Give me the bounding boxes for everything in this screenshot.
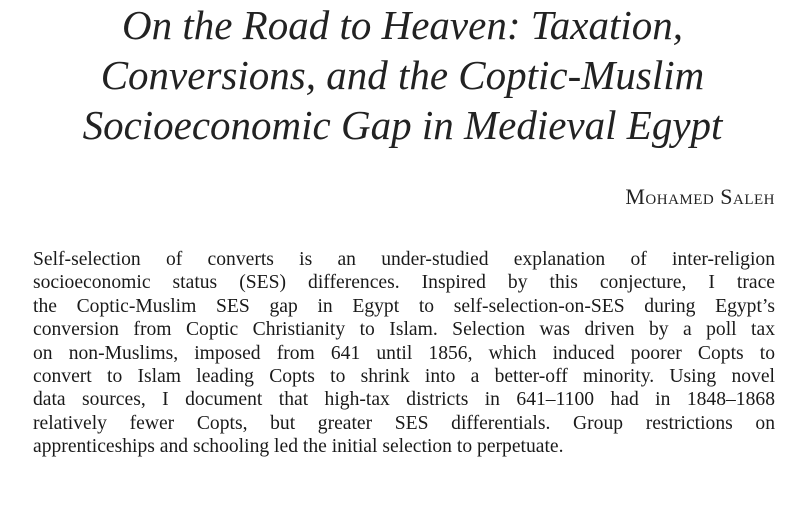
abstract-line: socioeconomic status (SES) differences. Inspired by this conjecture, I trace bbox=[33, 272, 775, 294]
title-line: Conversions, and the Coptic-Muslim bbox=[100, 52, 705, 98]
abstract bbox=[33, 248, 775, 459]
abstract-line: Self-selection of converts is an under-studied explanation of inter-religion bbox=[33, 249, 775, 270]
abstract-line: the Coptic-Muslim SES gap in Egypt to self-selection-on-SES during Egypt’s bbox=[33, 295, 775, 317]
paper-title bbox=[20, 0, 785, 150]
abstract-line: convert to Islam leading Copts to shrink into a better-off minority. Using novel bbox=[33, 366, 775, 388]
title-line: Socioeconomic Gap in Medieval Egypt bbox=[82, 102, 723, 148]
abstract-line: conversion from Coptic Christianity to Islam. Selection was driven by a poll tax bbox=[33, 319, 775, 341]
abstract-line: relatively fewer Copts, but greater SES differentials. Group restrictions on bbox=[33, 412, 775, 434]
author-name: Mohamed Saleh bbox=[625, 184, 775, 209]
abstract-line: apprenticeships and schooling led the initial selection to perpetuate. bbox=[33, 436, 564, 458]
title-line: On the Road to Heaven: Taxation, bbox=[121, 2, 683, 48]
abstract-line: on non-Muslims, imposed from 641 until 1856, which induced poorer Copts to bbox=[33, 342, 775, 364]
abstract-line: data sources, I document that high-tax districts in 641–1100 had in 1848–1868 bbox=[33, 389, 775, 411]
